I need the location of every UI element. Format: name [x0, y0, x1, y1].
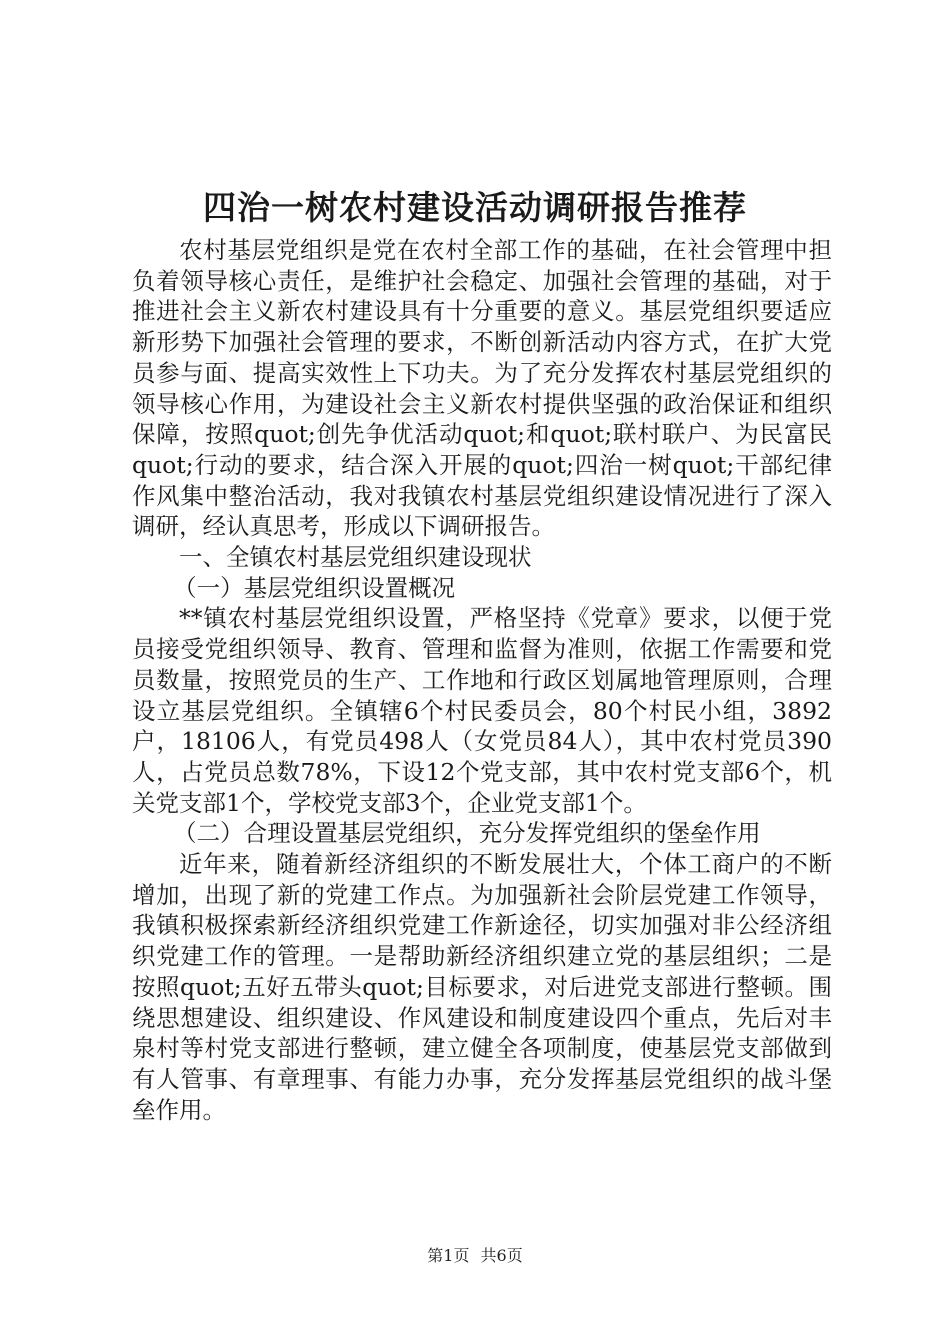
subsection-heading: （二）合理设置基层党组织，充分发挥党组织的堡垒作用: [173, 819, 761, 848]
paragraph-overview: **镇农村基层党组织设置，严格坚持《党章》要求，以便于党员接受党组织领导、教育、管理和监督为准则，依据工作需要和党员数量，按照党员的生产、工作地和行政区划属地管理原则，合理设立基层党组织。全镇辖6个村民委员会，80个村民小组，3892户，18106人，有党员498人（女党员84人），其中农村党员390人，占党员总数78%，下设12个党支部，其中农村党支部6个，机关党支部1个，学校党支部3个，企业党支部1个。: [132, 604, 832, 817]
paragraph-measures: 近年来，随着新经济组织的不断发展壮大，个体工商户的不断增加，出现了新的党建工作点。为加强新社会阶层党建工作领导，我镇积极探索新经济组织党建工作新途径，切实加强对非公经济组织党建工作的管理。一是帮助新经济组织建立党的基层组织；二是按照quot;五好五带头quot;目标要求，对后进党支部进行整顿。围绕思想建设、组织建设、作风建设和制度建设四个重点，先后对丰泉村等村党支部进行整顿，建立健全各项制度，使基层党支部做到有人管事、有章理事、有能力办事，充分发挥基层党组织的战斗堡垒作用。: [132, 850, 832, 1124]
paragraph-intro: 农村基层党组织是党在农村全部工作的基础，在社会管理中担负着领导核心责任，是维护社会稳定、加强社会管理的基础，对于推进社会主义新农村建设具有十分重要的意义。基层党组织要适应新形势下加强社会管理的要求，不断创新活动内容方式，在扩大党员参与面、提高实效性上下功夫。为了充分发挥农村基层党组织的领导核心作用，为建设社会主义新农村提供坚强的政治保证和组织保障，按照quot;创先争优活动quot;和quot;联村联户、为民富民quot;行动的要求，结合深入开展的quot;四治一树quot;干部纪律作风集中整治活动，我对我镇农村基层党组织建设情况进行了深入调研，经认真思考，形成以下调研报告。: [132, 236, 832, 541]
section-heading: 一、全镇农村基层党组织建设现状: [179, 543, 532, 572]
document-body: [132, 235, 832, 1125]
page-number: 第1页: [427, 1246, 470, 1265]
subsection-heading: （一）基层党组织设置概况: [173, 573, 456, 602]
page-total: 共6页: [480, 1246, 523, 1265]
document-title: 四治一树农村建设活动调研报告推荐: [203, 188, 747, 227]
page-footer: [0, 1246, 950, 1266]
